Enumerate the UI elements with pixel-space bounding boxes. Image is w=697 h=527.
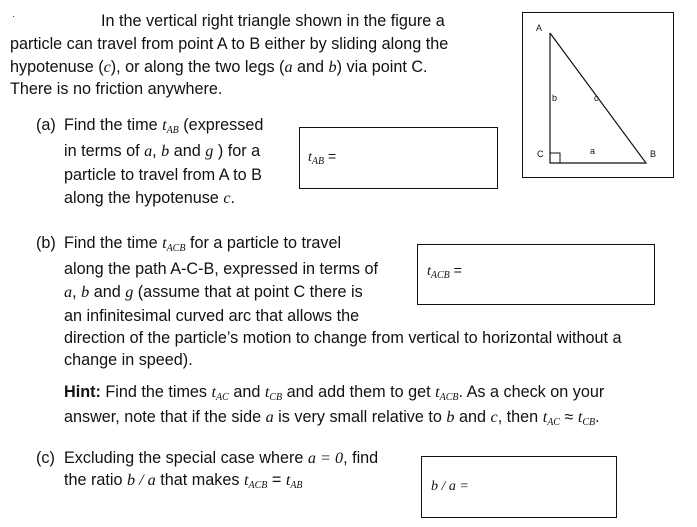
hint-text: and: [458, 408, 486, 426]
hint-line-1: [64, 381, 604, 409]
intro-text-3a: hypotenuse (: [10, 58, 104, 76]
t-symbol: t: [243, 471, 249, 489]
part-a-line-2: in terms of a, b and g ) for a: [64, 142, 261, 160]
part-a-text: along the hypotenuse: [64, 189, 219, 207]
intro-text-3c: ) via point C.: [336, 58, 428, 76]
hint-text: . As a check on your: [458, 383, 605, 401]
var-b: b: [328, 58, 337, 76]
intro-text-3b: ), or along the two legs (: [110, 58, 285, 76]
answer-label-c: b / a =: [431, 479, 469, 494]
answer-box-b[interactable]: [417, 244, 655, 305]
t-symbol: t: [427, 264, 431, 279]
hint-text: and: [233, 383, 261, 401]
part-c-tag: (c): [36, 449, 55, 467]
answer-label-b: [427, 262, 462, 281]
intro-text-3-and: and: [297, 58, 325, 76]
part-a-line-1: [64, 114, 263, 142]
t-subscript: ACB: [430, 270, 450, 281]
hint-text: .: [595, 408, 600, 426]
label-vertex-b: B: [650, 149, 657, 159]
ratio-expression: b / a: [127, 471, 156, 489]
part-b-text: for a particle to travel: [189, 234, 342, 252]
part-a-line-3: [64, 164, 262, 186]
var-c: c: [103, 58, 111, 76]
equals-sign: =: [453, 262, 462, 278]
t-symbol: t: [162, 116, 167, 134]
answer-box-c[interactable]: [421, 456, 617, 518]
approx-sign: ≈: [564, 408, 574, 426]
intro-line-3: [10, 56, 428, 78]
t-symbol: t: [308, 150, 312, 165]
var-a: a: [64, 283, 73, 301]
part-c-text: that makes: [160, 471, 240, 489]
label-side-b: b: [552, 93, 558, 103]
condition-a-zero: a = 0: [307, 449, 344, 467]
var-b: b: [446, 408, 455, 426]
var-g: g: [205, 142, 214, 160]
part-a-text: ) for a: [217, 142, 261, 160]
t-subscript: AC: [216, 392, 229, 403]
intro-line-1: [101, 10, 445, 32]
t-symbol: t: [285, 471, 291, 489]
var-b: b: [81, 283, 90, 301]
part-c-text: the ratio: [64, 471, 123, 489]
var-c: c: [490, 408, 498, 426]
part-b-line-4: [64, 305, 359, 327]
t-symbol: t: [542, 408, 548, 426]
part-b-line-6: [64, 349, 193, 371]
hint-text: Find the times: [105, 383, 208, 401]
t-subscript: CB: [582, 417, 596, 428]
label-side-c: c: [594, 93, 599, 103]
part-a-text: .: [230, 189, 235, 207]
part-b-line-1: [64, 232, 341, 260]
part-c-line-2: [64, 469, 303, 497]
var-a: a: [144, 142, 153, 160]
answer-box-a[interactable]: [299, 127, 498, 189]
part-a-text: and: [173, 142, 201, 160]
label-vertex-c: C: [537, 149, 544, 159]
intro-text-4: There is no friction anywhere.: [10, 80, 223, 98]
t-subscript: AB: [166, 125, 179, 136]
t-subscript: AC: [547, 417, 560, 428]
part-b-line-2: [64, 258, 378, 280]
hint-text: and add them to get: [286, 383, 431, 401]
answer-label-a: [308, 148, 336, 167]
part-b-text: along the path A-C-B, expressed in terms of: [64, 260, 379, 278]
t-subscript: ACB: [439, 392, 459, 403]
hint-line-2: [64, 406, 600, 434]
part-a-tag: (a): [36, 116, 56, 134]
triangle-figure: [522, 12, 674, 178]
part-a-text: in terms of: [64, 142, 140, 160]
t-subscript: CB: [269, 392, 283, 403]
part-b-text: direction of the particle’s motion to change from vertical to horizontal without a: [64, 329, 622, 347]
intro-line-2: [10, 33, 448, 55]
hint-text: answer, note that if the side: [64, 408, 262, 426]
part-b-line-3: a, b and g (assume that at point C there is: [64, 283, 363, 301]
label-vertex-a: A: [536, 23, 543, 33]
t-symbol: t: [211, 383, 217, 401]
part-a-line-4: [64, 187, 235, 209]
t-subscript: ACB: [166, 243, 186, 254]
t-subscript: AB: [311, 156, 325, 167]
part-b-text: (assume that at point C there is: [137, 283, 363, 301]
equals-sign: =: [328, 148, 337, 164]
t-symbol: t: [162, 234, 167, 252]
var-a: a: [265, 408, 274, 426]
var-g: g: [125, 283, 134, 301]
part-b-text: an infinitesimal curved arc that allows the: [64, 307, 360, 325]
t-symbol: t: [577, 408, 583, 426]
intro-line-4: [10, 78, 222, 100]
part-c-text: , find: [343, 449, 379, 467]
part-b-text: Find the time: [64, 234, 158, 252]
label-side-a: a: [590, 146, 596, 156]
hint-text: is very small relative to: [278, 408, 442, 426]
t-symbol: t: [264, 383, 270, 401]
right-angle-mark: [550, 153, 560, 163]
part-b-text: and: [93, 283, 121, 301]
equals-sign: =: [271, 471, 282, 489]
t-symbol: t: [435, 383, 440, 401]
part-b-line-5: [64, 327, 622, 349]
var-a: a: [284, 58, 293, 76]
t-subscript: AB: [290, 480, 303, 491]
var-c: c: [223, 189, 231, 207]
var-b: b: [161, 142, 170, 160]
part-a-text: particle to travel from A to B: [64, 166, 262, 184]
part-b-tag: (b): [36, 234, 56, 252]
intro-text-2: particle can travel from point A to B either by sliding along the: [10, 35, 449, 53]
hint-text: , then: [497, 408, 539, 426]
bullet-mark: ·: [12, 11, 16, 22]
part-c-line-1: [64, 447, 378, 469]
part-a-text: (expressed: [183, 116, 264, 134]
hint-label: Hint:: [64, 383, 101, 401]
intro-text-1: In the vertical right triangle shown in the figure a: [101, 12, 445, 30]
t-subscript: ACB: [248, 480, 268, 491]
part-a-text: Find the time: [64, 116, 158, 134]
part-b-text: change in speed).: [64, 351, 193, 369]
part-c-text: Excluding the special case where: [64, 449, 304, 467]
